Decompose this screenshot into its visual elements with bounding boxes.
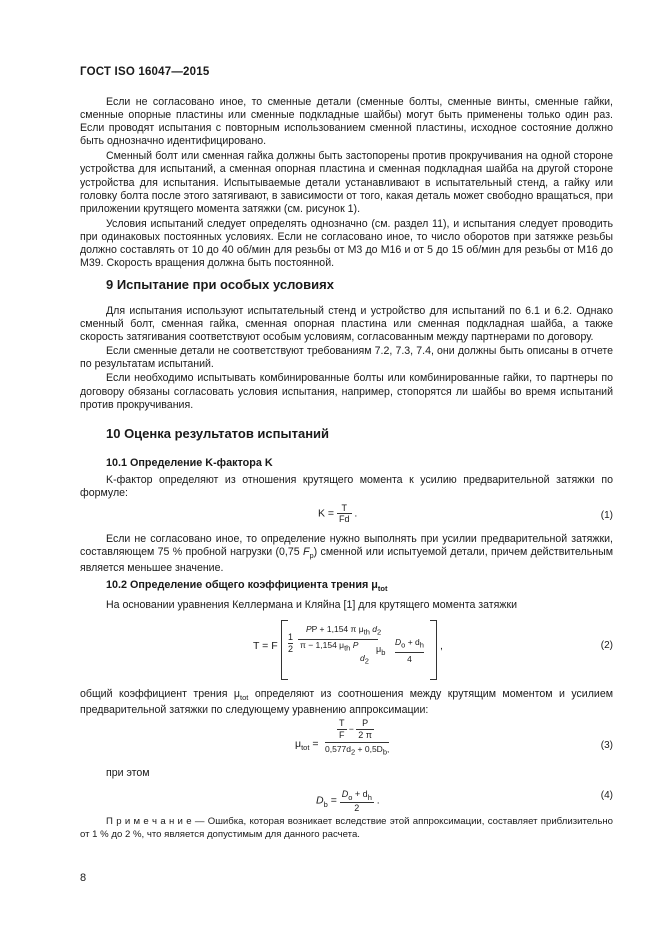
equation-1: K = $\frac{T}{Fd}$ . bbox=[318, 503, 358, 524]
equation-number: (1) bbox=[600, 510, 613, 521]
note bbox=[80, 816, 613, 841]
subsection-10-2-heading: 10.2 Определение общего коэффициента трения $\mu_{tot}$ bbox=[106, 579, 388, 594]
section-10-heading: 10 Оценка результатов испытаний bbox=[106, 426, 330, 441]
paragraph: Если сменные детали не соответствуют требованиям 7.2, 7.3, 7.4, они должны быть описаны в отчете по результатам испытаний. bbox=[80, 345, 613, 371]
equation-2-tail: , bbox=[440, 640, 443, 652]
equation-2-half: 1 2 bbox=[288, 632, 294, 654]
equation-number: (2) bbox=[600, 640, 613, 651]
paragraph: Если не согласовано иное, то определение нужно выполнять при усилии предварительной затяжки, составляющем 75 % пробной нагрузки (0,75 $F_p$) сменной или испытуемой детали, причем действительным является меньшее значение. bbox=[80, 533, 614, 575]
subsection-10-1-text bbox=[80, 474, 613, 500]
paragraph: Условия испытаний следует определять однозначно (см. раздел 11), и испытания следует проводить при одинаковых постоянных условиях. Если не согласовано иное, то число оборотов при затяжке резьбы должно составлять от 10 до 40 об/мин для резьбы от М3 до М16 и от 5 до 15 об/мин для резьбы от М16 до М39. Скорость вращения должна быть постоянной. bbox=[80, 217, 613, 270]
paragraph: Если необходимо испытывать комбинированные болты или комбинированные гайки, то партнеры по договору обязаны согласовать условия испытания, например, стопорятся ли шайбы во время испытаний против прокручивания. bbox=[80, 372, 613, 411]
mid-text bbox=[80, 688, 613, 717]
subsection-10-2-text bbox=[80, 599, 613, 612]
page-number: 8 bbox=[80, 872, 87, 884]
note-text: — Ошибка, которая возникает вследствие этой аппроксимации, составляет приблизительно от 1 % до 2 %, что является допустимым для данного расчета. bbox=[80, 816, 613, 840]
equation-number: (3) bbox=[600, 740, 613, 751]
paragraph: Для испытания используют испытательный стенд и устройство для испытаний по 6.1 и 6.2. Однако сменный болт, сменная гайка, сменная опорная пластина или сменная подкладная шайба, а также скорость затягивания соответствуют особым условиям, согласованным между партнерами по договору. bbox=[80, 305, 613, 344]
paragraph: при этом bbox=[106, 767, 150, 779]
equation-2-diameter-fraction: $D_o + d_h$ 4 bbox=[395, 637, 424, 664]
left-bracket bbox=[281, 620, 288, 680]
equation-2-lhs: T = F bbox=[253, 640, 278, 652]
paragraph: Если не согласовано иное, то сменные детали (сменные болты, сменные винты, сменные гайки, сменные опорные пластины или сменные подкладные шайбы) могут быть применены только один раз. Если проводят испытания с повторным использованием сменной пластины, исходное состояние должно быть однозначно идентифицировано. bbox=[80, 96, 613, 148]
equation-number: (4) bbox=[600, 790, 613, 801]
equation-4: $D_b$ = $\frac{D_o + d_h}{2}$ . bbox=[316, 789, 380, 813]
section-9-text bbox=[80, 305, 613, 412]
whereas-text bbox=[80, 767, 613, 780]
fraction: $\frac{T}{Fd}$ bbox=[338, 503, 350, 524]
paragraph: K-фактор определяют из отношения крутящего момента к усилию предварительной затяжки по формуле: bbox=[80, 474, 613, 500]
section-9-heading: 9 Испытание при особых условиях bbox=[106, 277, 334, 292]
note-label: П р и м е ч а н и е bbox=[106, 816, 192, 827]
equation-3-fraction: $\frac{T}{F}$ − $\frac{P}{2 \pi}$ $0,577d_2 + 0,5D_b$, bbox=[325, 718, 390, 757]
subsection-10-1-after bbox=[80, 533, 613, 575]
paragraph: На основании уравнения Келлермана и Кляйна [1] для крутящего момента затяжки bbox=[106, 599, 518, 611]
equation-2-main-fraction: PP + 1,154 π $\mu_{th}$ $d_2$ π − 1,154 $\mu_{th}$ P $d_2$ bbox=[300, 624, 382, 667]
paragraph: общий коэффициент трения $\mu_{tot}$ определяют из соотношения между крутящим моментом и усилием предварительной затяжки по следующему уравнению аппроксимации: bbox=[80, 688, 613, 717]
paragraph: Сменный болт или сменная гайка должны быть застопорены против прокручивания на одной стороне устройства для испытаний, а сменная опорная пластина и сменная подкладная шайба на другой стороне устройства для испытания. Испытываемые детали устанавливают в испытательный стенд, а гайку или головку болта после этого затягивают, в зависимости от того, какая деталь может свободно вращаться, при приложении крутящего момента затяжки (см. рисунок 1). bbox=[80, 150, 613, 215]
intro-text bbox=[80, 96, 613, 270]
subsection-10-1-heading: 10.1 Определение K-фактора K bbox=[106, 457, 273, 469]
page-header: ГОСТ ISO 16047—2015 bbox=[80, 66, 210, 78]
equation-3-lhs: $\mu_{tot}$ = bbox=[295, 738, 319, 753]
right-bracket bbox=[430, 620, 437, 680]
equation-2-mu-b: $\mu_b$ bbox=[376, 644, 386, 657]
